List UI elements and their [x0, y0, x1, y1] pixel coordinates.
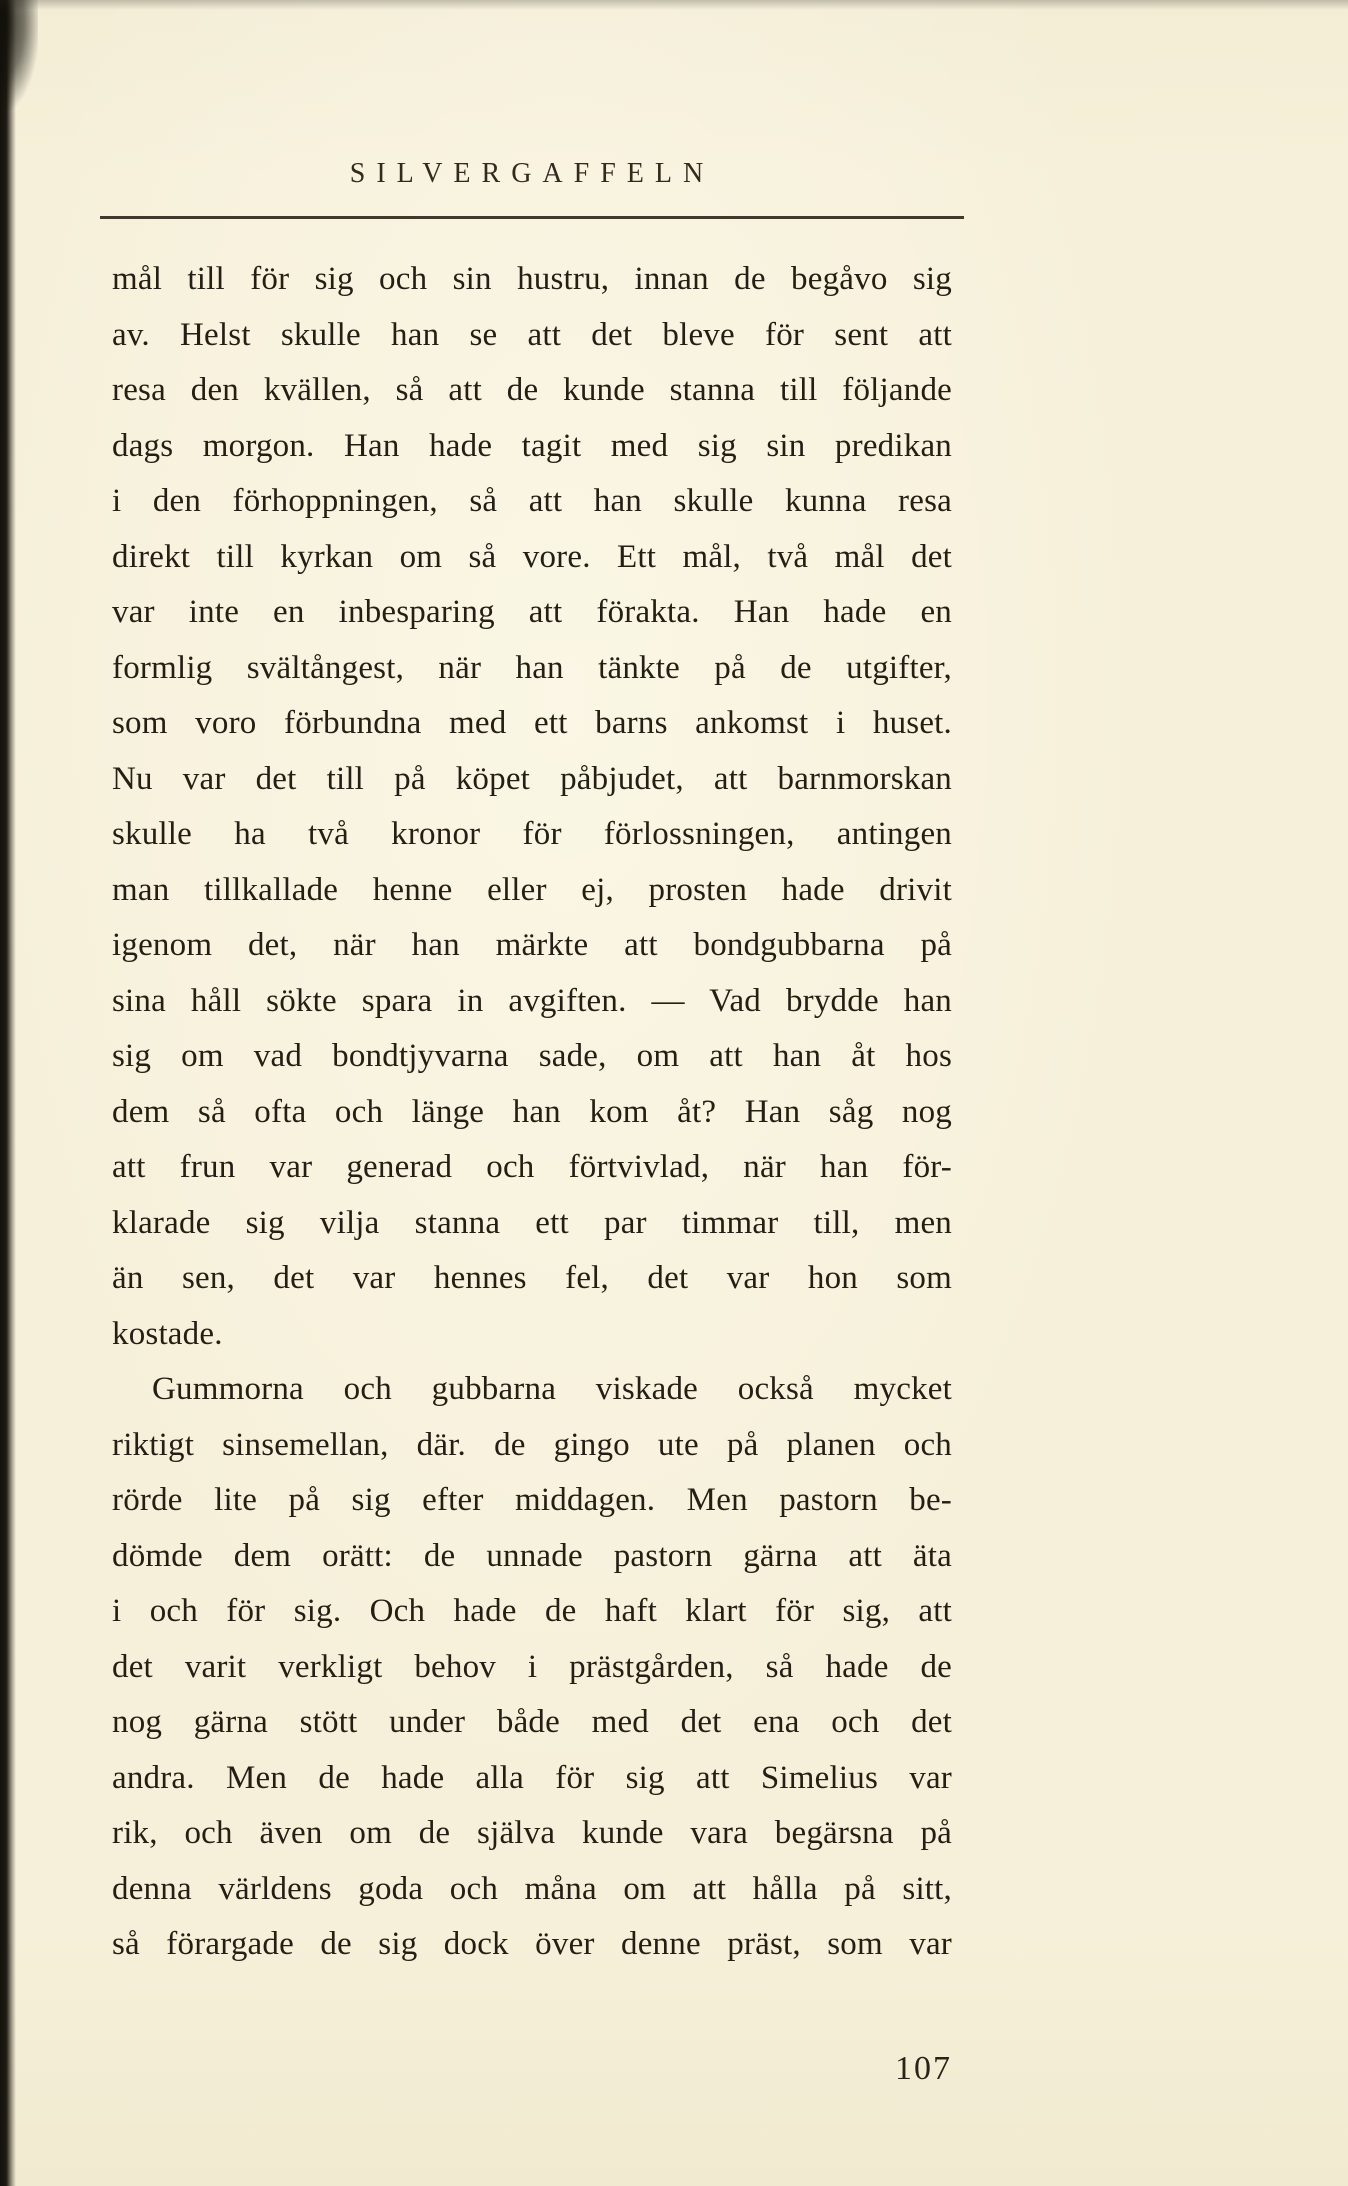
text-line: än sen, det var hennes fel, det var hon som — [112, 1260, 952, 1296]
text-line: man tillkallade henne eller ej, prosten hade drivit — [112, 871, 952, 908]
header-rule-divider — [100, 216, 964, 219]
text-line: igenom det, när han märkte att bondgubbarna på — [112, 927, 952, 963]
text-body — [112, 252, 952, 1973]
scan-corner-shadow — [0, 0, 38, 110]
text-line: dömde dem orätt: de unnade pastorn gärna att äta — [112, 1537, 952, 1574]
text-line: sina håll sökte spara in avgiften. — Vad brydde han — [112, 982, 952, 1019]
text-line: formlig svältångest, när han tänkte på de utgifter, — [112, 649, 952, 686]
text-line: mål till för sig och sin hustru, innan de begåvo sig — [112, 261, 952, 297]
text-line: rik, och även om de själva kunde vara begärsna på — [112, 1815, 952, 1851]
text-line: kostade. — [112, 1315, 223, 1352]
text-line: andra. Men de hade alla för sig att Simelius var — [112, 1759, 952, 1796]
text-line: att frun var generad och förtvivlad, när han för- — [112, 1149, 952, 1185]
text-line: sig om vad bondtjyvarna sade, om att han åt hos — [112, 1038, 952, 1074]
text-line: i den förhoppningen, så att han skulle kunna resa — [112, 483, 952, 519]
text-line: klarade sig vilja stanna ett par timmar till, men — [112, 1204, 952, 1241]
text-line: i och för sig. Och hade de haft klart för sig, att — [112, 1593, 952, 1629]
scan-gutter-edge — [0, 0, 16, 2186]
text-line: var inte en inbesparing att förakta. Han hade en — [112, 594, 952, 630]
scan-top-shadow — [0, 0, 1348, 10]
text-line: riktigt sinsemellan, där. de gingo ute på planen och — [112, 1426, 952, 1463]
text-line: skulle ha två kronor för förlossningen, antingen — [112, 816, 952, 852]
running-header-title: SILVERGAFFELN — [349, 158, 715, 189]
text-line: som voro förbundna med ett barns ankomst i huset. — [112, 705, 952, 741]
text-line: dags morgon. Han hade tagit med sig sin predikan — [112, 427, 952, 464]
text-line: av. Helst skulle han se att det bleve för sent att — [112, 316, 952, 353]
text-line: rörde lite på sig efter middagen. Men pastorn be- — [112, 1482, 952, 1518]
text-line: så förargade de sig dock över denne präst, som var — [112, 1926, 952, 1962]
text-line: det varit verkligt behov i prästgården, så hade de — [112, 1648, 952, 1685]
page-number: 107 — [895, 2050, 952, 2087]
text-line: nog gärna stött under både med det ena och det — [112, 1704, 952, 1740]
text-line: resa den kvällen, så att de kunde stanna till följande — [112, 372, 952, 408]
text-line: dem så ofta och länge han kom åt? Han såg nog — [112, 1093, 952, 1130]
text-line: denna världens goda och måna om att hålla på sitt, — [112, 1870, 952, 1907]
text-line: Gummorna och gubbarna viskade också mycket — [152, 1371, 952, 1407]
text-line: Nu var det till på köpet påbjudet, att barnmorskan — [112, 760, 952, 797]
text-line: direkt till kyrkan om så vore. Ett mål, två mål det — [112, 538, 952, 575]
